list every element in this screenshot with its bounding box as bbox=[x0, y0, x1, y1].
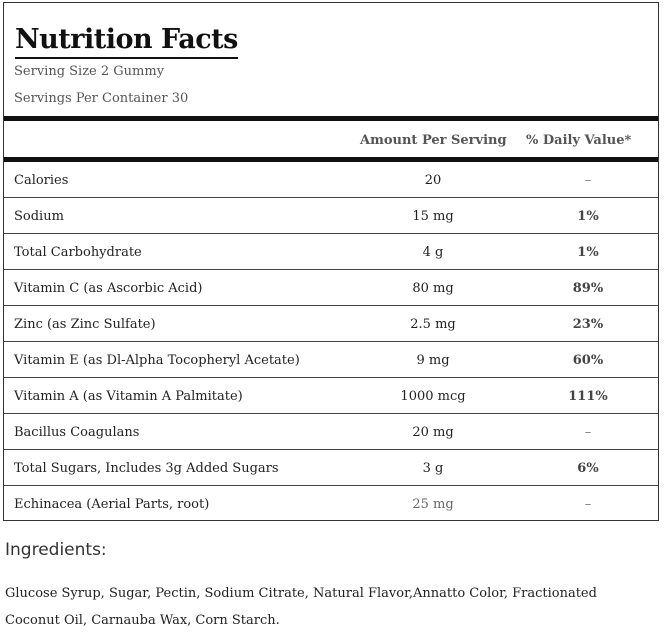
nutrient-daily-value: – bbox=[584, 497, 592, 512]
nutrient-amount: 80 mg bbox=[412, 281, 454, 296]
nutrient-name: Vitamin A (as Vitamin A Palmitate) bbox=[14, 389, 243, 404]
nutrient-name: Total Sugars, Includes 3g Added Sugars bbox=[14, 461, 279, 476]
nutrient-name: Echinacea (Aerial Parts, root) bbox=[14, 497, 210, 512]
table-header bbox=[4, 121, 658, 157]
nutrient-amount: 1000 mcg bbox=[400, 389, 466, 404]
nutrient-amount: 3 g bbox=[422, 461, 444, 476]
serving-size: Serving Size 2 Gummy bbox=[14, 64, 165, 79]
column-header-daily-value: % Daily Value* bbox=[526, 133, 632, 148]
nutrient-name: Vitamin C (as Ascorbic Acid) bbox=[14, 281, 203, 296]
nutrient-name: Sodium bbox=[14, 209, 64, 224]
nutrient-daily-value: – bbox=[584, 173, 592, 188]
table-row bbox=[4, 162, 658, 198]
nutrient-name: Total Carbohydrate bbox=[14, 245, 142, 260]
nutrient-daily-value: 23% bbox=[572, 317, 604, 332]
page-title: Nutrition Facts bbox=[15, 23, 238, 59]
nutrient-daily-value: – bbox=[584, 425, 592, 440]
nutrient-name: Vitamin E (as Dl-Alpha Tocopheryl Acetate) bbox=[14, 353, 300, 368]
nutrient-daily-value: 111% bbox=[568, 389, 608, 404]
nutrition-facts-panel bbox=[3, 2, 659, 521]
column-header-amount: Amount Per Serving bbox=[360, 133, 507, 148]
table-row bbox=[4, 450, 658, 486]
table-row bbox=[4, 306, 658, 342]
nutrient-daily-value: 6% bbox=[577, 461, 599, 476]
table-row bbox=[4, 342, 658, 378]
nutrient-name: Bacillus Coagulans bbox=[14, 425, 140, 440]
nutrient-amount: 20 bbox=[424, 173, 442, 188]
nutrient-amount: 15 mg bbox=[412, 209, 454, 224]
table-row bbox=[4, 378, 658, 414]
table-row bbox=[4, 234, 658, 270]
ingredients-text: Glucose Syrup, Sugar, Pectin, Sodium Citrate, Natural Flavor,Annatto Color, Fractionated Coconut Oil, Carnauba Wax, Corn Starch. bbox=[5, 586, 597, 628]
nutrient-amount: 25 mg bbox=[412, 497, 454, 512]
nutrient-amount: 9 mg bbox=[416, 353, 450, 368]
nutrient-name: Calories bbox=[14, 173, 69, 188]
nutrient-daily-value: 60% bbox=[572, 353, 604, 368]
servings-per-container: Servings Per Container 30 bbox=[14, 91, 189, 106]
table-row bbox=[4, 414, 658, 450]
nutrient-daily-value: 1% bbox=[577, 245, 599, 260]
table-row bbox=[4, 270, 658, 306]
nutrient-daily-value: 89% bbox=[572, 281, 604, 296]
nutrient-amount: 2.5 mg bbox=[410, 317, 456, 332]
ingredients-heading: Ingredients: bbox=[5, 540, 107, 560]
nutrient-daily-value: 1% bbox=[577, 209, 599, 224]
nutrient-amount: 20 mg bbox=[412, 425, 454, 440]
table-row bbox=[4, 486, 658, 521]
table-row bbox=[4, 198, 658, 234]
nutrient-amount: 4 g bbox=[422, 245, 444, 260]
nutrient-name: Zinc (as Zinc Sulfate) bbox=[14, 317, 156, 332]
nutrient-table bbox=[4, 162, 658, 521]
